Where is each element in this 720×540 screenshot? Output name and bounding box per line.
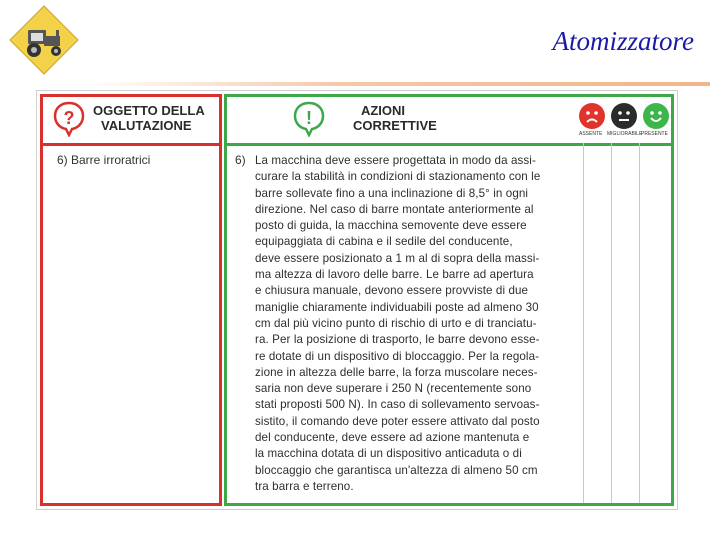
- text-line: barre sollevate fino a una inclinazione di 8,5° in ogni: [255, 186, 529, 200]
- action-description: [255, 153, 569, 495]
- heading-line-1: AZIONI: [360, 103, 406, 118]
- status-column-divider: [583, 143, 584, 503]
- heading-line-2: VALUTAZIONE: [101, 118, 192, 133]
- exclamation-bubble-icon: [293, 101, 325, 137]
- text-line: re dotate di un dispositivo di bloccaggio. Per la regola-: [255, 349, 540, 363]
- action-number: 6): [235, 153, 246, 167]
- corrective-actions-title: [353, 103, 437, 133]
- corrective-actions-panel: [224, 94, 674, 506]
- text-line: direzione. Nel caso di barre montate anteriormente al: [255, 202, 534, 216]
- heading-line-2: CORRETTIVE: [353, 118, 437, 133]
- status-column-divider: [639, 143, 640, 503]
- text-line: la macchina dotata di un dispositivo anticaduta o di: [255, 447, 522, 461]
- svg-text:?: ?: [63, 108, 75, 128]
- header-rule: [90, 82, 710, 86]
- status-label-improvable: MIGLIORABILE: [607, 131, 643, 137]
- text-line: zione in altezza delle barre, la forza muscolare neces-: [255, 365, 538, 379]
- text-line: tra barra e terreno.: [255, 479, 354, 493]
- text-line: La macchina deve essere progettata in modo da assi-: [255, 154, 536, 167]
- status-label-absent: ASSENTE: [579, 131, 603, 137]
- text-line: equipaggiata di cabina e il sedile del conducente,: [255, 235, 513, 249]
- tractor-icon: [8, 4, 80, 76]
- text-line: saria non deve superare i 250 N (recentemente sono: [255, 382, 532, 396]
- text-line: curare la stabilità in condizioni di stazionamento con le: [255, 170, 541, 184]
- status-column-divider: [611, 143, 612, 503]
- text-line: maniglie chiaramente individuabili poste ad almeno 30: [255, 300, 539, 314]
- text-line: bloccaggio che garantisca un'altezza di almeno 50 cm: [255, 463, 538, 477]
- status-label-present: PRESENTE: [641, 131, 668, 137]
- corrective-actions-header: [227, 97, 671, 146]
- text-line: e chiusura manuale, devono essere provviste di due: [255, 284, 529, 298]
- text-line: posto di guida, la macchina semovente deve essere: [255, 219, 527, 233]
- page-title: Atomizzatore: [552, 26, 694, 56]
- sad-face-icon: [579, 103, 605, 129]
- svg-text:!: !: [306, 108, 312, 128]
- text-line: stati proposti 500 N). In caso di sollevamento servoas-: [255, 398, 540, 412]
- question-mark-bubble-icon: [53, 101, 85, 137]
- neutral-face-icon: [611, 103, 637, 129]
- heading-line-1: OGGETTO DELLA: [93, 103, 205, 118]
- evaluation-subject-panel: [40, 94, 222, 506]
- evaluation-subject-header: [43, 97, 219, 146]
- smile-check-icon: [643, 103, 669, 129]
- text-line: cm dal più vicino punto di rischio di urto e di tranciatu-: [255, 316, 537, 330]
- evaluation-item: 6) Barre irroratrici: [57, 153, 151, 167]
- evaluation-subject-title: [93, 103, 205, 133]
- text-line: del conducente, deve essere ad azione mantenuta e: [255, 431, 530, 445]
- text-line: ma altezza di lavoro delle barre. Le barre ad apertura: [255, 268, 534, 282]
- logo: [8, 4, 80, 76]
- text-line: ra. Per la posizione di trasporto, le barre devono esse-: [255, 333, 540, 347]
- text-line: deve essere posizionato a 1 m al di sopra della massi-: [255, 251, 540, 265]
- text-line: sistito, il comando deve poter essere attivato dal posto: [255, 414, 540, 428]
